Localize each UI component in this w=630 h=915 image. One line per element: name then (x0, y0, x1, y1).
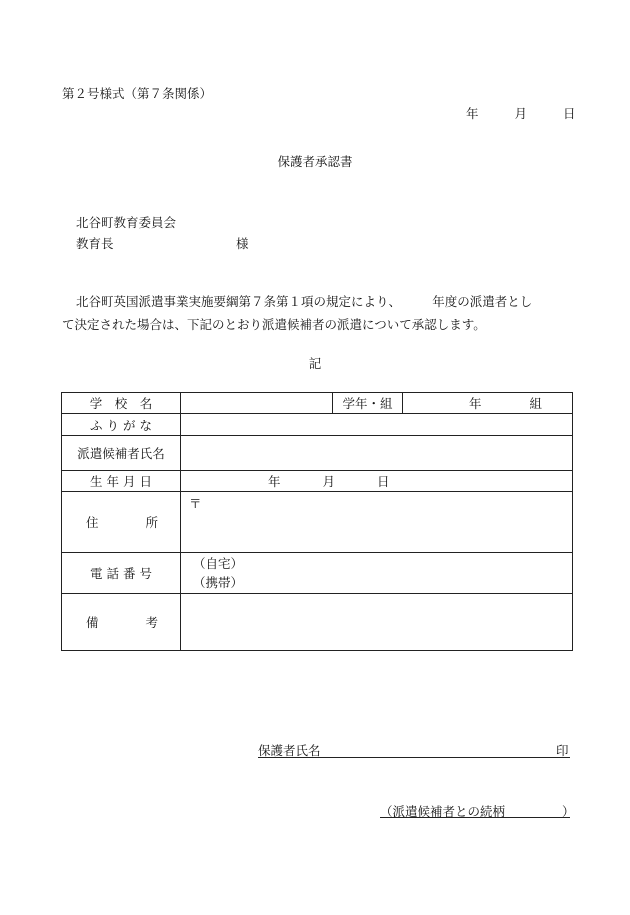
notes-label (62, 594, 181, 651)
school-label: 学 校 名 (62, 393, 181, 414)
form-number: 第２号様式（第７条関係） (62, 86, 213, 101)
phone-field[interactable] (181, 553, 573, 594)
phone-label: 電 話 番 号 (62, 553, 181, 594)
school-field[interactable] (181, 393, 333, 414)
table-row-notes (62, 594, 573, 651)
birth-year: 年 (268, 474, 281, 489)
date-year: 年 (466, 106, 479, 121)
notes-label-2: 考 (145, 615, 158, 630)
grade-class: 組 (529, 396, 542, 411)
document-title: 保護者承認書 (277, 154, 353, 169)
addressee-honorific: 様 (236, 236, 249, 251)
relation-label: （派遣候補者との続柄 (380, 804, 506, 819)
address-label (62, 492, 181, 553)
document-date (466, 104, 575, 122)
birthdate-label: 生 年 月 日 (62, 471, 181, 492)
candidate-name-label: 派遣候補者氏名 (62, 436, 181, 471)
furigana-label: ふ り が な (62, 414, 181, 436)
grade-label: 学年・組 (333, 393, 403, 414)
ki-heading: 記 (308, 356, 322, 371)
guardian-name-label: 保護者氏名 (258, 743, 321, 758)
furigana-field[interactable] (181, 414, 573, 436)
table-row-name (62, 436, 573, 471)
address-field[interactable] (181, 492, 573, 553)
body-text-line-1: 北谷町英国派遣事業実施要綱第７条第１項の規定により、 年度の派遣者とし (76, 294, 533, 309)
application-table (61, 392, 573, 651)
phone-home: （自宅） (193, 556, 244, 571)
candidate-name-field[interactable] (181, 436, 573, 471)
seal-mark: 印 (556, 743, 569, 758)
table-row-phone (62, 553, 573, 594)
birth-day: 日 (377, 474, 390, 489)
grade-year: 年 (469, 396, 482, 411)
postal-mark: 〒 (189, 496, 202, 511)
addressee-position: 教育長 (76, 236, 114, 251)
phone-mobile: （携帯） (193, 575, 244, 590)
notes-field[interactable] (181, 594, 573, 651)
relation-line[interactable] (380, 817, 570, 818)
address-label-2: 所 (145, 515, 158, 530)
table-row-birth (62, 471, 573, 492)
body-text-line-2: て決定された場合は、下記のとおり派遣候補者の派遣について承認します。 (62, 317, 486, 332)
notes-label-1: 備 (86, 615, 99, 630)
date-day: 日 (562, 106, 576, 121)
table-row-furigana (62, 414, 573, 436)
table-row-address (62, 492, 573, 553)
date-month: 月 (514, 106, 527, 121)
birthdate-field[interactable] (181, 471, 573, 492)
addressee-org: 北谷町教育委員会 (76, 215, 177, 230)
relation-close: ） (562, 804, 575, 819)
guardian-name-line[interactable] (258, 757, 570, 758)
grade-field[interactable] (403, 393, 573, 414)
address-label-1: 住 (86, 515, 99, 530)
table-row-school (62, 393, 573, 414)
birth-month: 月 (322, 474, 336, 489)
